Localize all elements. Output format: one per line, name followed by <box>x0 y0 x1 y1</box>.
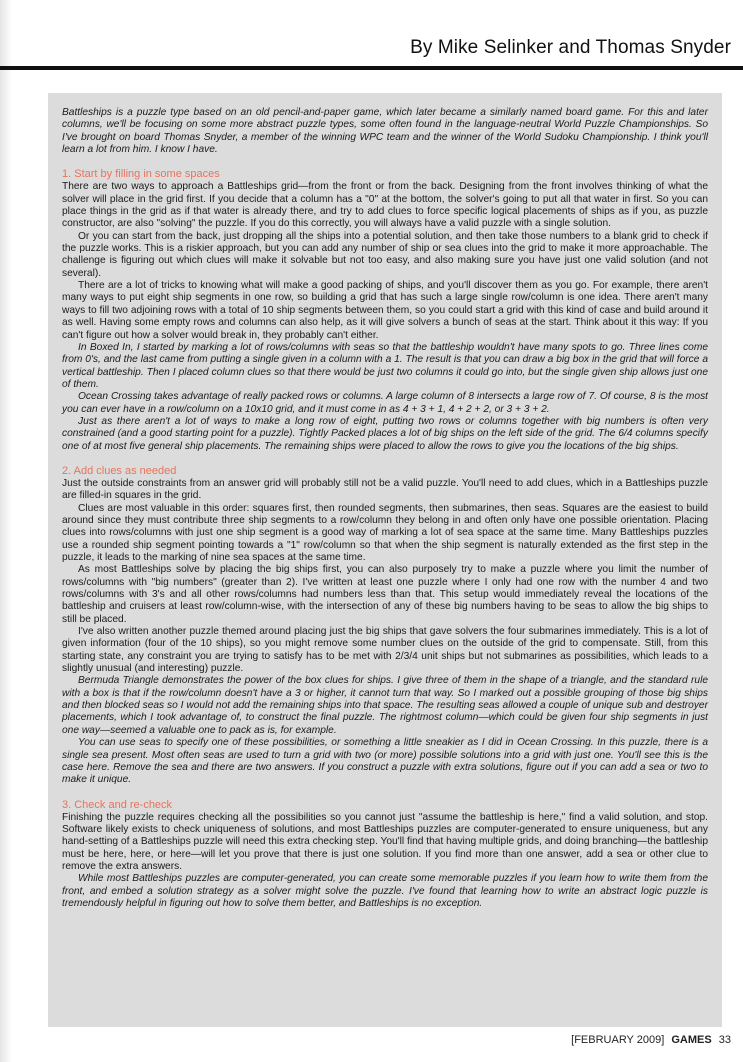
section-2-paragraph: As most Battleships solve by placing the big ships first, you can also purposely try to make a puzzle where you limit the number of rows/columns with "big numbers" (greater than 2). I've written at least one puzzle where I only had one row with the number 4 and two rows/columns with 3's and all other rows/columns had numbers less than that. This setup would immediately reveal the locations of the battleship and cruisers at least row/column-wise, with the intersection of any of these big numbers having to be seas to allow the big ships to still be placed. <box>62 564 708 625</box>
section-1-paragraph: There are two ways to approach a Battleships grid—from the front or from the back. Designing from the front involves thinking of what the solver will place in the grid first. If you decide that a column has a "0" at the bottom, the solver's going to put all that water in first. So you can place things in the grid as if that water is already there, and try to add clues to force specific logical placements of ships as if you, as puzzle constructor, are also "solving" the puzzle. If you do this correctly, you will always have a valid puzzle with a single solution. <box>62 181 708 230</box>
issue-date: [FEBRUARY 2009] <box>571 1034 665 1046</box>
section-2-paragraph: I've also written another puzzle themed around placing just the big ships that gave solvers the four submarines immediately. This is a lot of given information (four of the 10 ships), so you might remove some number clues on the outside of the grid to compensate. Still, from this starting state, any constraint you are trying to satisfy has to be met with 2/3/4 unit ships but not submarines as possibilities, which leads to a slightly unusual (and interesting) puzzle. <box>62 626 708 675</box>
page-gutter <box>0 0 12 1062</box>
section-2-paragraph: Clues are most valuable in this order: squares first, then rounded segments, then submarines, then seas. Squares are the easiest to build around since they must contribute three ship segments to a row/column they belong in and often only have one possible orientation. Placing clues into rows/columns with just one ship segment is a good way of marking a lot of sea space at the same time. Many Battleships puzzles use a rounded ship segment pointing towards a "1" row/column so that when the ship segment is naturally extended as the first step in the puzzle, it leads to the marking of nine sea spaces at the same time. <box>62 502 708 563</box>
section-1-paragraph: In Boxed In, I started by marking a lot of rows/columns with seas so that the battleship wouldn't have many spots to go. Three lines come from 0's, and the last came from putting a single given in a column with a 1. The result is that you can draw a big box in the grid that will force a vertical battleship. Then I placed column clues so that there would be just two columns it could go into, but the single given ship allows just one of them. <box>62 341 708 390</box>
section-1-paragraph: Or you can start from the back, just dropping all the ships into a potential solution, and then take those numbers to a blank grid to check if the puzzle works. This is a riskier approach, but you can add any number of ship or sea clues into the grid to make it more approachable. The challenge is figuring out which clues will make it solvable but not too easy, and also making sure you have just one valid solution (and not several). <box>62 230 708 279</box>
section-2-paragraph: Bermuda Triangle demonstrates the power of the box clues for ships. I give three of them in the shape of a triangle, and the standard rule with a box is that if the row/column doesn't have a 3 or higher, it cannot turn that way. So I marked out a possible grouping of those big ships and then blocked seas so I would not add the remaining ships into that space. The resulting seas allowed a couple of unique sub and destroyer placements, which I took advantage of, to construct the final puzzle. The rightmost column—which could be given four ship segments in just one way—seemed a valuable one to pack as is, for example. <box>62 675 708 736</box>
article-panel <box>48 93 722 1027</box>
section-1-paragraph: Ocean Crossing takes advantage of really packed rows or columns. A large column of 8 intersects a large row of 7. Of course, 8 is the most you can ever have in a row/column on a 10x10 grid, and it must come in as 4 + 3 + 1, 4 + 2 + 2, or 3 + 3 + 2. <box>62 391 708 415</box>
section-2-paragraph: Just the outside constraints from an answer grid will probably still not be a valid puzzle. You'll need to add clues, which in a Battleships puzzle are filled-in squares in the grid. <box>62 477 708 502</box>
intro-paragraph: Battleships is a puzzle type based on an old pencil-and-paper game, which later became a similarly named board game. For this and later columns, we'll be focusing on some more abstract puzzle types, some often found in the language-neutral World Puzzle Championships. So I've brought on board Thomas Snyder, a member of the winning WPC team and the winner of the World Sudoku Championship. I think you'll learn a lot from him. I know I have. <box>62 107 708 156</box>
section-1-heading: 1. Start by filling in some spaces <box>62 168 220 181</box>
page-footer <box>571 1034 731 1046</box>
byline: By Mike Selinker and Thomas Snyder <box>410 37 731 58</box>
section-3-paragraph: Finishing the puzzle requires checking all the possibilities so you cannot just "assume the battleship is here," find a valid solution, and stop. Software likely exists to check uniqueness of solutions, and most Battleships puzzles are computer-generated to ensure uniqueness, but any hand-setting of a Battleships puzzle will need this extra checking step. You'll find that having multiple grids, and doing branching—the battleship must be here, here, or here—will let you prove that there is just one solution. If you find more than one answer, add a sea or other clue to remove the extra answers. <box>62 811 708 872</box>
section-3-paragraph: While most Battleships puzzles are computer-generated, you can create some memorable puzzles if you learn how to write them from the front, and embed a solution strategy as a solver might solve the puzzle. I've found that learning how to write an abstract logic puzzle is tremendously helpful in figuring out how to solve them better, and Battleships is no exception. <box>62 873 708 909</box>
page-number: 33 <box>718 1034 731 1046</box>
section-2-paragraph: You can use seas to specify one of these possibilities, or something a little sneakier as I did in Ocean Crossing. In this puzzle, there is a single sea present. Most often seas are used to turn a grid with two (or more) possible solutions into a grid with just one. You'll see this is the case here. Remove the sea and there are two answers. If you construct a puzzle with extra solutions, figure out if you can add a sea or two to make it unique. <box>62 737 708 786</box>
header-rule <box>0 66 743 70</box>
section-1-paragraph: Just as there aren't a lot of ways to make a long row of eight, putting two rows or columns together with big numbers is often very constrained (and a good starting point for a puzzle). Tightly Packed places a lot of big ships on the left side of the grid. The 6/4 columns specify one of at most five general ship placements. The remaining ships were placed to allow the rows to give you the locations of the big ships. <box>62 415 708 452</box>
section-1-paragraph: There are a lot of tricks to knowing what will make a good packing of ships, and you'll discover them as you go. For example, there aren't many ways to put eight ship segments in one row, so building a grid that has such a large single row/column is one idea. There aren't many ways to fill two adjoining rows with a total of 10 ship segments between them, so you could start a grid with this kind of case and build around it as well. Having some empty rows and columns can also help, as it will give solvers a bunch of seas at the start. Think about it this way: If you can't figure out how a solver would break in, they probably can't either. <box>62 280 708 341</box>
section-2-heading: 2. Add clues as needed <box>62 464 177 477</box>
section-3-heading: 3. Check and re-check <box>62 798 173 811</box>
magazine-name: GAMES <box>671 1034 712 1046</box>
